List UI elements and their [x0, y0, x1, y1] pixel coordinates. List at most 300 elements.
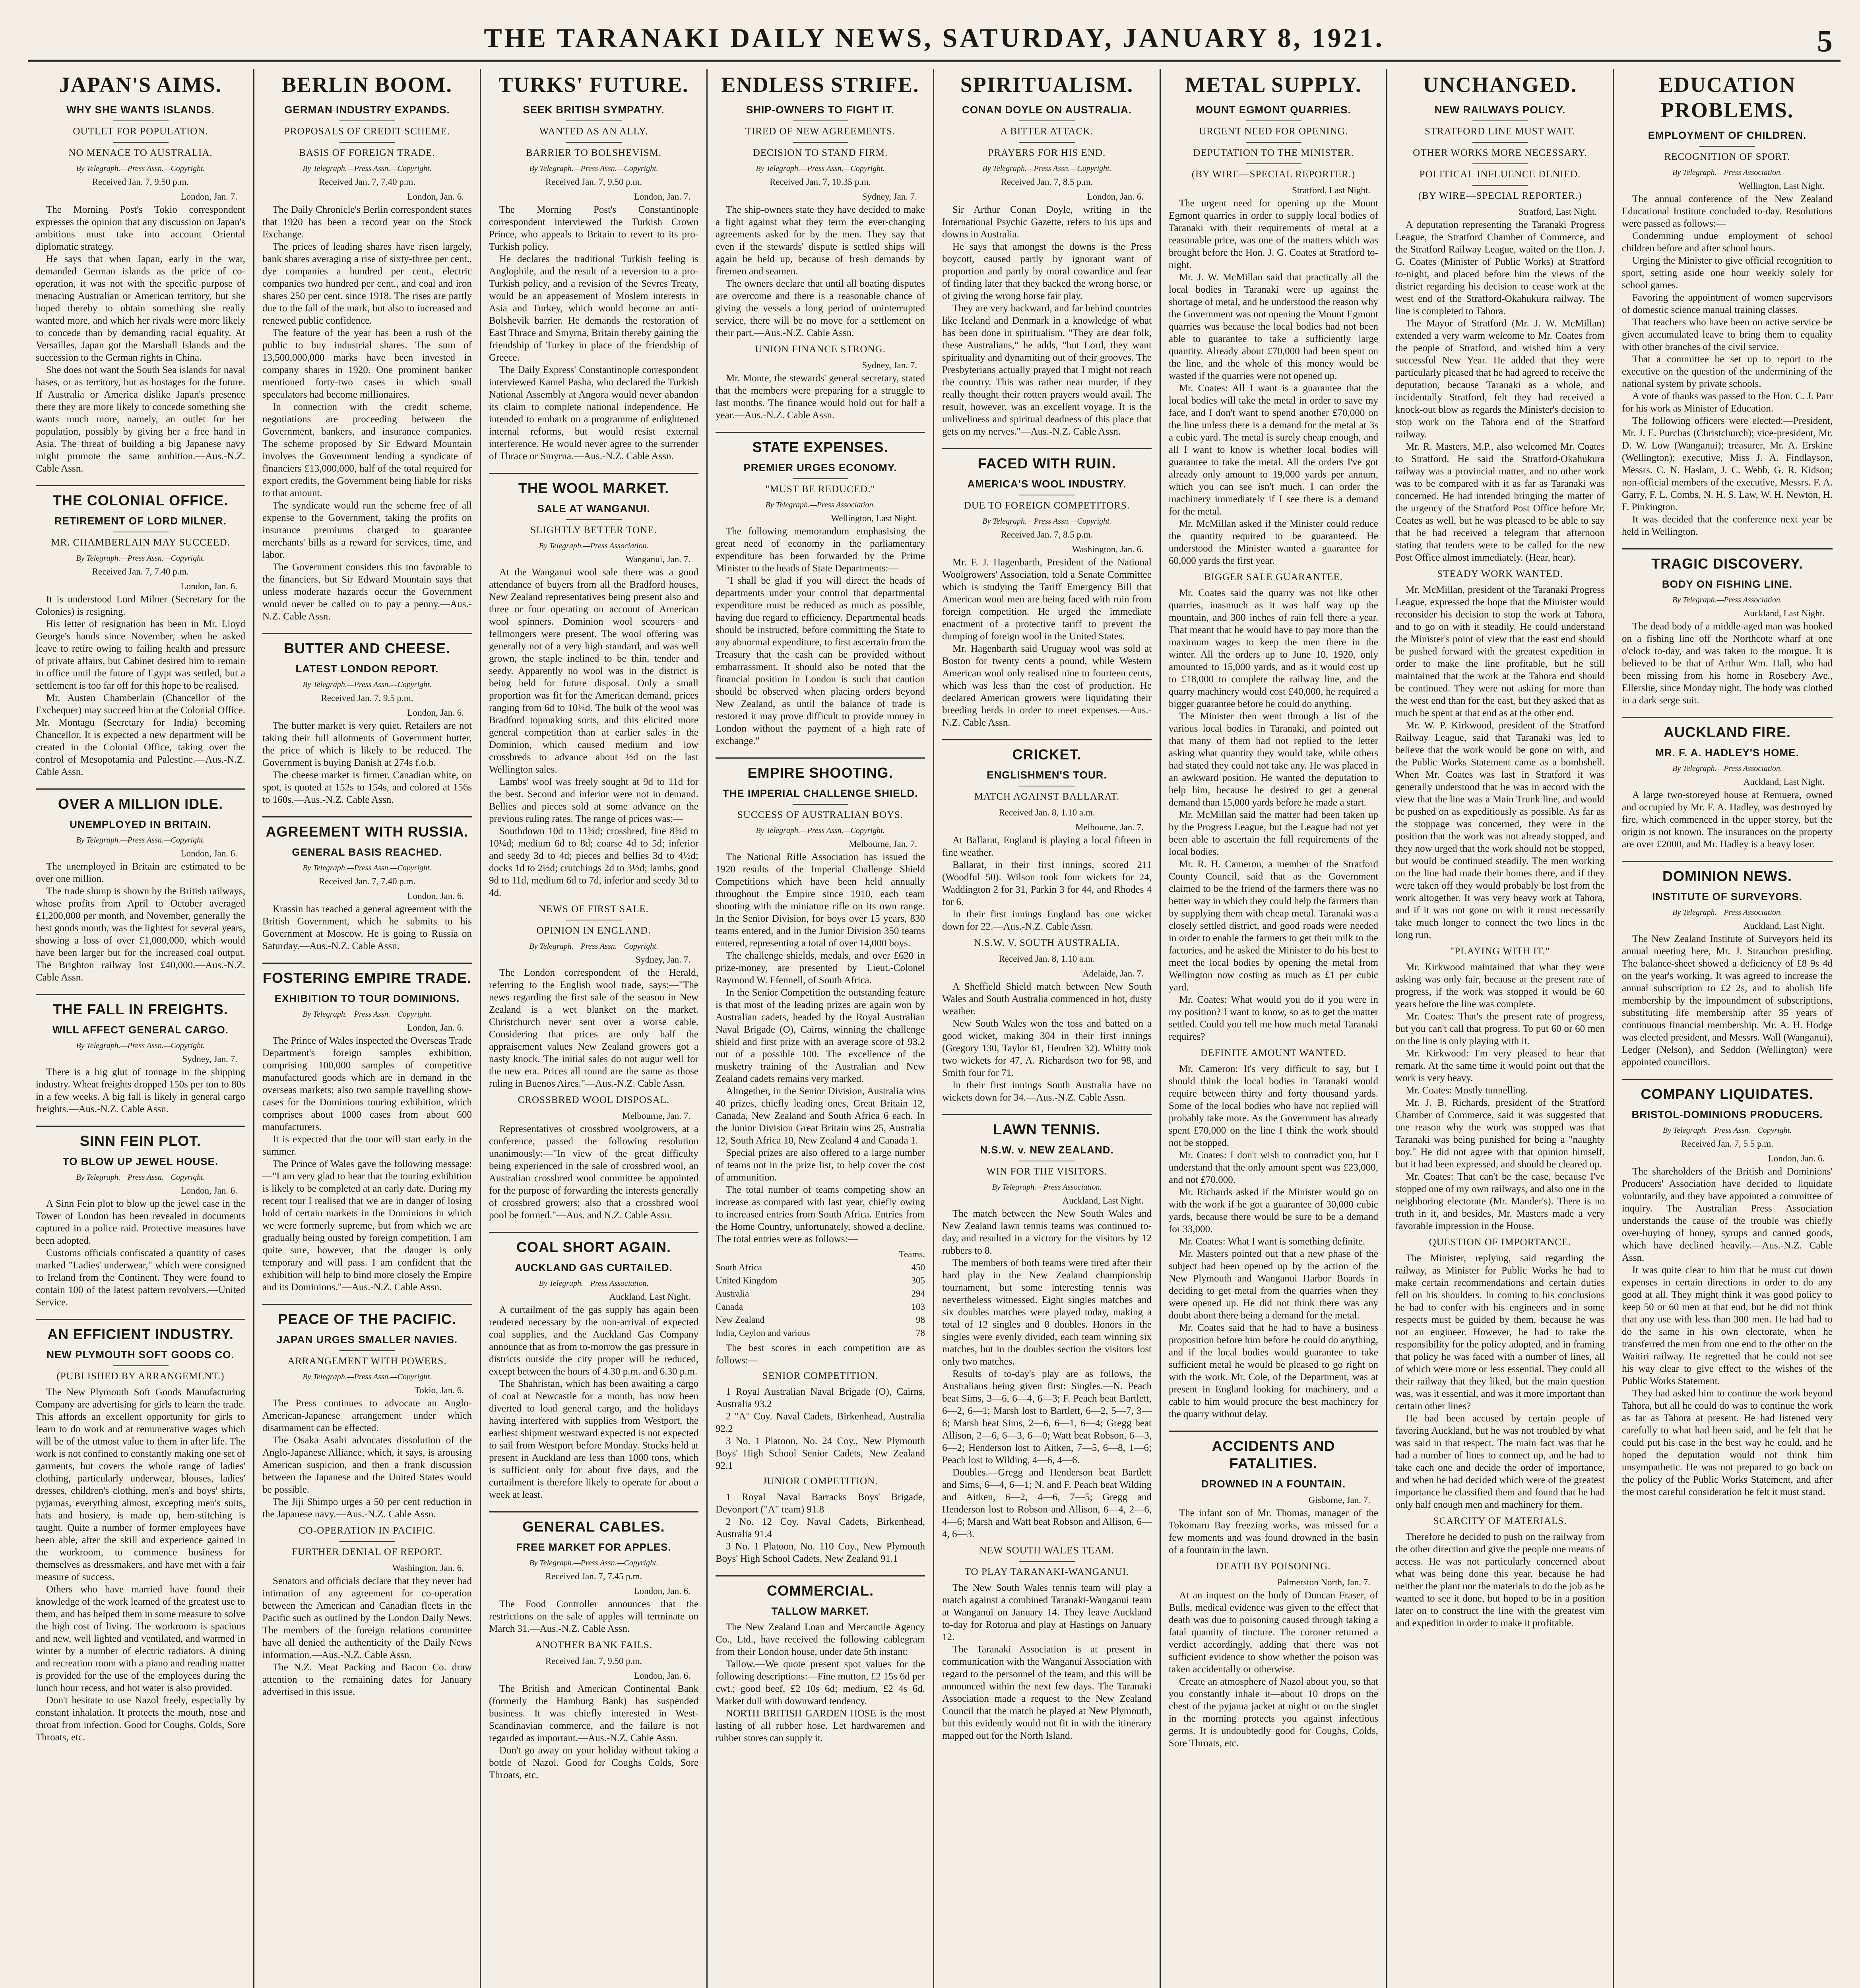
article-paragraph: The Government considers this too favorable to the financiers, but Sir Edward Mountain says that unless moderate hazards occur the Government would never be called on to pay a penny.—Aus.-N.Z. Cable Assn.	[262, 562, 472, 622]
article	[1169, 1431, 1378, 1556]
article-headline: COMPANY LIQUIDATES.	[1622, 1079, 1833, 1103]
article-dateline: Auckland, Last Night.	[609, 1292, 690, 1302]
article	[942, 1544, 1152, 1742]
article-paragraph: It was quite clear to him that he must cut down expenses in certain directions in order to do any good at all. They might think it was good policy to keep 50 or 60 men at that end, but he did not think that any use with less than 300 men. He had had to do the same in his own electorate, when he transferred the men from one end to the other on the Waitiri railway. He regretted that he could not see his way clear to give effect to the wishes of the Public Works Statement.	[1622, 1265, 1833, 1386]
article-dateline: London, Jan. 6.	[634, 1671, 690, 1681]
article-paragraph: Lambs' wool was freely sought at 9d to 11d for the best. Second and inferior were not in demand. Bellies and pieces sold at some advance on the previous ruling rates. The range of prices was:—	[489, 777, 698, 824]
article-paragraph: Mr. R. H. Cameron, a member of the Stratford County Council, said that as the Government claimed to be the friend of the farmers there was no better way in which they could help the farmers than by supplying them with cheap metal. Taranaki was a closely settled district, and good roads were needed in order to enable the farmers to get their milk to the factories, and he asked the Minister to do his best to meet the local bodies by opening the metal from Wellington now costing as much as £1 per cubic yard.	[1169, 859, 1378, 993]
score-line: The best scores in each competition are as follows:—	[716, 1343, 925, 1366]
article-subheading: POLITICAL INFLUENCE DENIED.	[1419, 169, 1581, 180]
article-byline: By Telegraph.—Press Association.	[1672, 764, 1782, 773]
article-paragraph: The New Zealand Institute of Surveyors held its annual meeting here, Mr. J. Strauchon presiding. The balance-sheet showed a deficiency of £8 9s 4d on the year's working. It was agreed to increase the annual subscription to £2 2s, and to abolish life membership by the impoundment of subscriptions, substituting life membership after 35 years of continuous financial membership. Mr. A. H. Hodge was elected president, and Messrs. Wall (Wanganui), Ledger (Nelson), and Seddon (Wellington) were appointed councillors.	[1622, 934, 1833, 1068]
article-dateline: London, Jan. 6.	[180, 848, 237, 858]
article-paragraph: Krassin has reached a general agreement with the British Government, which he submits to his Government at Moscow. He is going to Russia on Saturday.—Aus.-N.Z. Cable Assn.	[262, 904, 472, 951]
article	[1395, 1515, 1605, 1629]
article-subheading: ANOTHER BANK FAILS.	[535, 1640, 653, 1650]
article-paragraph: Tallow.—We quote present spot values for the following descriptions:—Fine mutton, £2 15s 6d per cwt.; good beef, £2 10s 6d; medium, £2 4s 6d. Market dull with downward tendency.	[716, 1659, 925, 1706]
article-subheading: (PUBLISHED BY ARRANGEMENT.)	[56, 1371, 225, 1382]
article-paragraph: Urging the Minister to give official recognition to sport, setting aside one hour weekly solely for school games.	[1622, 255, 1833, 291]
article	[716, 72, 925, 339]
article-paragraph: The N.Z. Meat Packing and Bacon Co. draw attention to the remaining dates for January advertised in this issue.	[262, 1662, 472, 1697]
article-received-time: Received Jan. 7, 9.50 p.m.	[545, 177, 642, 187]
article-paragraph: The Prince of Wales gave the following message:—"I am very glad to hear that the touring exhibition is likely to be completed at an early date. During my recent tour I realised that we are in danger of losing hold of certain markets in the Dominions in which we were formerly supreme, but from which we are gradually being ousted by foreign competition. I am quite sure, however, that the danger is only temporary and will pass. I am confident that the exhibition will help to bind more closely the Empire and its Dominions."—Aus.-N.Z. Cable Assn.	[262, 1159, 472, 1293]
article	[1395, 568, 1605, 941]
article-subheading: RETIREMENT OF LORD MILNER.	[54, 515, 227, 527]
article	[262, 816, 472, 952]
article-headline: METAL SUPPLY.	[1185, 73, 1362, 97]
article-subheading: SCARCITY OF MATERIALS.	[1433, 1516, 1567, 1526]
article-headline: COAL SHORT AGAIN.	[489, 1232, 698, 1256]
article-paragraph: The following memorandum emphasising the great need of economy in the parliamentary expenditure has been forwarded by the Prime Minister to the heads of State Departments:—	[716, 526, 925, 574]
article-headline: THE COLONIAL OFFICE.	[36, 485, 245, 509]
article-dateline: Sydney, Jan. 7.	[862, 360, 917, 370]
article	[1622, 1079, 1833, 1498]
article-dateline: Wanganui, Jan. 7.	[625, 554, 690, 564]
divider	[566, 519, 622, 520]
article-dateline: Sydney, Jan. 7.	[862, 192, 917, 202]
article	[1169, 72, 1378, 567]
article-dateline: London, Jan. 6.	[1768, 1153, 1825, 1163]
article-byline: By Telegraph.—Press Assn.—Copyright.	[756, 826, 885, 835]
article-headline: FACED WITH RUIN.	[942, 448, 1152, 472]
article-paragraph: The Prince of Wales inspected the Overseas Trade Department's foreign samples exhibition, comprising 100,000 samples of competitive manufactured goods which are in demand in the overseas markets; also two sample travelling show-cases for the Dominions touring exhibition, which comprises about 1000 cases from about 600 manufacturers.	[262, 1035, 472, 1132]
article-paragraph: The Daily Chronicle's Berlin correspondent states that 1920 has been a record year on the Stock Exchange.	[262, 204, 472, 240]
table-row	[716, 1300, 925, 1313]
article-paragraph: In their first innings England has one wicket down for 22.—Aus.-N.Z. Cable Assn.	[942, 909, 1152, 932]
article-dateline: Palmerston North, Jan. 7.	[1277, 1577, 1370, 1587]
divider	[1246, 142, 1301, 143]
article-subheading: PRAYERS FOR HIS END.	[988, 148, 1106, 158]
newspaper-page	[28, 16, 1841, 1988]
article-paragraph: The butter market is very quiet. Retailers are not taking their full allotments of Government butter, the price of which is likely to be reduced. The Government is buying Danish at 274s f.o.b.	[262, 720, 472, 768]
article-subheading: SUCCESS OF AUSTRALIAN BOYS.	[737, 810, 904, 820]
article	[716, 432, 925, 747]
article-paragraph: The following officers were elected:—President, Mr. J. E. Purchas (Christchurch); vice-president, Mr. D. W. Low (Wanganui); treasurer, Mr. A. Erskine (Wellington); executive, Miss J. A. Findlayson, Messrs. C. N. Haslam, J. C. Webb, G. R. Kidson; non-official members of the executive, Messrs. F. A. Garry, F. L. Combs, N. H. S. Law, W. H. Newton, H. F. Pinkington.	[1622, 415, 1833, 513]
article-paragraph: Therefore he decided to push on the railway from the other direction and give the people one means of access. He was not particularly concerned about what was being done this year, because he had neither the plant nor the materials to do the job as he wanted to see it done, but hoped to be in a position later on to construct the line with the greatest vim and expedition in order to make it profitable.	[1395, 1532, 1605, 1629]
article-dateline: Stratford, Last Night.	[1292, 185, 1370, 195]
article	[1622, 548, 1833, 707]
article-paragraph: The Daily Express' Constantinople correspondent interviewed Kamel Pasha, who declared the Turkish National Assembly at Angora would never abandon its claim to complete national independence. He intended to embark on a programme of enlightened internal reforms, but would resist external interference. He would never agree to the surrender of Thrace or Smyrna.—Aus.-N.Z. Cable Assn.	[489, 365, 698, 462]
divider	[566, 142, 622, 143]
article-paragraph: A vote of thanks was passed to the Hon. C. J. Parr for his work as Minister of Education.	[1622, 391, 1833, 414]
country-cell: South Africa	[716, 1262, 762, 1272]
table-header: Teams.	[899, 1249, 925, 1259]
article-paragraph: In their first innings South Australia have no wickets down for 34.—Aus.-N.Z. Cable Assn.	[942, 1080, 1152, 1103]
article-paragraph: Mr. Kirkwood: I'm very pleased to hear that remark. At the same time it would point out that the work is very heavy.	[1395, 1048, 1605, 1083]
article-paragraph: The shareholders of the British and Dominions' Producers' Association have decided to liquidate voluntarily, and they have appointed a committee of inquiry. The Australian Press Association understands the cause of the trouble was chiefly over-buying of honey, syrups and canned goods, which have declined heavily.—Aus.-N.Z. Cable Assn.	[1622, 1166, 1833, 1263]
article-subheading: NEW RAILWAYS POLICY.	[1434, 104, 1566, 116]
article-received-time: Received Jan. 7, 7.40 p.m.	[318, 177, 416, 187]
article-paragraph: A large two-storeyed house at Remuera, owned and occupied by Mr. F. A. Hadley, was destroyed by fire, which commenced in the upper storey, but the origin is not known. The insurances on the property are over £2000, and Mr. Hadley is a heavy loser.	[1622, 790, 1833, 850]
article-paragraph: The Osaka Asahi advocates dissolution of the Anglo-Japanese Alliance, which, it says, is arousing American suspicion, and then a frank discussion between the Japanese and the United States would be possible.	[262, 1435, 472, 1495]
article-headline: AUCKLAND FIRE.	[1622, 717, 1833, 741]
article-headline: FOSTERING EMPIRE TRADE.	[262, 963, 472, 987]
article-paragraph: The Minister then went through a list of the various local bodies in Taranaki, and pointed out that many of them had not replied to the letter asking what quantity they would take, while others had stated they could not take any. He was placed in an awkward position. He wanted the deputation to help him, because he desired to get a general demand than 15,000 yards before he made a start.	[1169, 711, 1378, 808]
article-subheading: LATEST LONDON REPORT.	[295, 663, 439, 675]
newspaper-column	[934, 69, 1161, 1988]
article-paragraph: Mr. McMillan said the matter had been taken up by the Progress League, but the League had not yet been able to ascertain the full requirements of the local bodies.	[1169, 810, 1378, 857]
article-paragraph: Sir Arthur Conan Doyle, writing in the International Psychic Gazette, refers to his ups and downs in Australia.	[942, 204, 1152, 240]
article	[942, 72, 1152, 438]
score-line: 3 No. 1 Platoon, No. 110 Coy., New Plymouth Boys' High School Cadets, New Zealand 91.1	[716, 1541, 925, 1564]
column-grid	[28, 69, 1841, 1988]
article-subheading: CO-OPERATION IN PACIFIC.	[299, 1525, 436, 1536]
article-paragraph: The Morning Post's Tokio correspondent expresses the opinion that any discussion on Japan's ambitions must take into account Oriental diplomatic strategy.	[36, 204, 245, 252]
article-subheading: UNION FINANCE STRONG.	[755, 344, 886, 355]
article-paragraph: Mr. W. P. Kirkwood, president of the Stratford Railway League, said that Taranaki was led to believe that the work would be gone on with, and the Public Works Statement came as a bombshell. When Mr. Coates was last in Stratford it was generally understood that he was in accord with the view that the line was a Main Trunk line, and would be pushed on as expeditiously as possible. As far as the stoppage was concerned, they were in the position that the work was not already stopped, and they now urged that the work should not be stopped, but would be continued steadily. The men working on the line had made their homes there, and if they were taken off they would probably be lost from the work altogether. It was very heavy work at Tahora, and if it was not gone on with it must necessarily take much longer to connect the two lines in the long run.	[1395, 720, 1605, 940]
article-dateline: London, Jan. 6.	[180, 581, 237, 591]
article-subheading: NEW PLYMOUTH SOFT GOODS CO.	[47, 1349, 235, 1361]
article	[489, 1511, 698, 1635]
article-paragraph: A curtailment of the gas supply has again been rendered necessary by the non-arrival of expected coal supplies, and the Auckland Gas Company announce that as from to-morrow the gas pressure in districts outside the city proper will be reduced, except between the hours of 4.30 p.m. and 6.30 p.m.	[489, 1305, 698, 1377]
article-dateline: London, Jan. 7.	[180, 192, 237, 202]
article-paragraph: The Taranaki Association is at present in communication with the Wanganui Association with regard to the personnel of the team, and this will be announced within the next few days. The Taranaki Association made a request to the New Zealand Council that the match be played at New Plymouth, but this evidently would not fit in with the itinerary mapped out for the North Island.	[942, 1644, 1152, 1741]
article-subheading: OPINION IN ENGLAND.	[536, 925, 651, 936]
newspaper-column	[708, 69, 934, 1988]
article-subheading: "MUST BE REDUCED."	[765, 484, 875, 495]
article-paragraph: Results of to-day's play are as follows, the Australians being given first: Singles.—N. Peach beat Sims, 3—6, 6—4, 6—3; F. Peach beat Bartlett, 6—2, 6—1; Marsh lost to Bartlett, 6—2, 5—7, 3—6; Marsh beat Sims, 2—6, 6—1, 6—4; Gregg beat Allison, 2—6, 6—3, 6—0; Watt beat Robson, 6—3, 6—2; Henderson lost to Aitken, 7—5, 6—8, 1—6; Peach lost to Wilding, 4—6, 4—6.	[942, 1369, 1152, 1466]
article-subheading: EXHIBITION TO TOUR DOMINIONS.	[274, 992, 460, 1004]
article-dateline: Wellington, Last Night.	[831, 513, 917, 523]
article-paragraph: Mr. Coates: All I want is a guarantee that the local bodies will take the metal in order to save my face, and I don't want to spend another £70,000 on the line unless there is a demand for the metal at 3s a cubic yard. The metal is surely cheap enough, and all I want to know is whether local bodies will guarantee to take the metal. All the orders I've got already only amount to 19,000 yards per annum, which you can see isn't much. I can order the machinery immediately if I see there is a demand for the metal.	[1169, 383, 1378, 517]
article-dateline: Melbourne, Jan. 7.	[849, 839, 917, 849]
article	[1395, 1236, 1605, 1511]
article-dateline: London, Jan. 7.	[634, 192, 690, 202]
article-paragraph: Don't hesitate to use Nazol freely, especially by constant inhalation. It protects the mouth, nose and throat from infection. Good for Coughs, Colds, Sore Throats, etc.	[36, 1695, 245, 1743]
article-received-time: Received Jan. 7, 8.5 p.m.	[1001, 530, 1093, 540]
article-byline: By Telegraph.—Press Association.	[539, 542, 649, 550]
score-line: 2 No. 12 Coy. Naval Cadets, Birkenhead, Australia 91.4	[716, 1516, 925, 1540]
article-paragraph: The Mayor of Stratford (Mr. J. W. McMillan) extended a very warm welcome to Mr. Coates from the people of Stratford, and wished him a very successful New Year. He added that they were particularly pleased that he had agreed to receive the deputation, because Taranaki as a whole, and incidentally Stratford, felt they had received a knock-out blow as regards the Minister's decision to stop work on the Tahora end of the Stratford railway.	[1395, 318, 1605, 440]
article-paragraph: The Minister, replying, said regarding the railway, as Minister for Public Works he had to make certain recommendations and certain duties fell on his shoulders. In coming to his conclusions he had to confer with his engineers and in some respects must be guided by them, because he was not an engineer. However, he had to take the responsibility for the policy adopted, and in framing that policy he was faced with a number of lines, all of which were more or less essential. They could all their railway that they liked, but the main question was, was it essential, and was it more important than certain other lines?	[1395, 1253, 1605, 1411]
article-subheading: THE IMPERIAL CHALLENGE SHIELD.	[722, 787, 918, 799]
article-headline: BUTTER AND CHEESE.	[262, 633, 472, 657]
article-paragraph: The New Plymouth Soft Goods Manufacturing Company are advertising for girls to learn the trade. This affords an excellent opportunity for girls to learn to do work and at remunerative wages which will be of the utmost value to them in after life. The work is not confined to constantly making one set of garments, but covers the whole range of ladies' clothing, particularly underwear, blouses, ladies' dresses, children's clothing, men's and boys' shirts, pyjamas, everything almost, excepting men's suits, hats and hosiery, is made up, hem-stitching is taught. Quite a number of former employees have been able, after the skill and experience gained in the workroom, to commence business for themselves as dressmakers, and have met with a fair measure of success.	[36, 1387, 245, 1582]
article-paragraph: Others who have married have found their knowledge of the work learned of the greatest use to them, and has helped them in some measure to solve the high cost of living. The workroom is spacious and new, well lighted and ventilated, and warmed in winter by a number of electric radiators. A dining and recreation room with a piano and reading matter is provided for the use of the employees during the lunch hour recess, and hot water is also provided.	[36, 1584, 245, 1693]
article-dateline: London, Jan. 6.	[1087, 192, 1144, 202]
article-received-time: Received Jan. 8, 1.10 a.m.	[999, 808, 1095, 817]
article-paragraph: The Morning Post's Constantinople correspondent interviewed the Turkish Crown Prince, who appeals to Britain to revert to its pro-Turkish policy.	[489, 204, 698, 252]
newspaper-column	[1161, 69, 1387, 1988]
article-byline: By Telegraph.—Press Assn.—Copyright.	[76, 836, 205, 845]
article-paragraph: Mr. Coates: I don't wish to contradict you, but I understand that the only amount spent was £23,000, and not £70,000.	[1169, 1150, 1378, 1185]
article-subheading: STEADY WORK WANTED.	[1437, 569, 1563, 579]
table-header-blank	[716, 1248, 880, 1261]
divider	[339, 120, 395, 121]
article-paragraph: Don't go away on your holiday without taking a bottle of Nazol. Good for Coughs Colds, Sore Throats, etc.	[489, 1745, 698, 1780]
divider	[1246, 163, 1301, 164]
divider	[1699, 146, 1755, 147]
divider	[113, 1365, 169, 1366]
article-subheading: JUNIOR COMPETITION.	[762, 1476, 878, 1487]
divider	[566, 120, 622, 121]
article-subheading: N.S.W. V. SOUTH AUSTRALIA.	[974, 938, 1120, 948]
article-paragraph: The prices of leading shares have risen largely, bank shares averaging a rise of sixty-three per cent., dye companies a hundred per cent., electric companies two hundred per cent., and coal and iron shares 250 per cent. since 1918. The rises are partly due to the fall of the mark, but also to increased and renewed public confidence.	[262, 241, 472, 326]
article-headline: CRICKET.	[942, 739, 1152, 763]
article-headline: ACCIDENTS AND FATALITIES.	[1169, 1431, 1378, 1472]
article-byline: By Telegraph.—Press Assn.—Copyright.	[303, 864, 432, 872]
article-headline: UNCHANGED.	[1423, 73, 1577, 97]
article-byline: By Telegraph.—Press Assn.—Copyright.	[303, 1010, 432, 1019]
article-subheading: NO MENACE TO AUSTRALIA.	[68, 148, 213, 158]
article-paragraph: Special prizes are also offered to a large number of teams not in the prize list, to help cover the cost of ammunition.	[716, 1147, 925, 1183]
article-paragraph: Mr. F. J. Hagenbarth, President of the National Woolgrowers' Association, told a Senate Committee which is studying the Tariff Emergency Bill that American wool men are being faced with ruin from foreign competition. He urged the immediate enactment of a protective tariff to prevent the dumping of foreign wool in the United States.	[942, 557, 1152, 642]
article-paragraph: The total number of teams competing show an increase as compared with last year, chiefly owing to increased entries from South Africa. Entries from the Home Country, unfortunately, showed a decline. The total entries were as follows:—	[716, 1184, 925, 1244]
article-byline: By Telegraph.—Press Assn.—Copyright.	[1662, 1126, 1792, 1135]
newspaper-column	[254, 69, 481, 1988]
article-byline: By Telegraph.—Press Assn.—Copyright.	[303, 1373, 432, 1381]
article-subheading: WIN FOR THE VISITORS.	[986, 1166, 1107, 1177]
article-subheading: MR. CHAMBERLAIN MAY SUCCEED.	[51, 537, 230, 548]
article	[36, 1126, 245, 1309]
article-paragraph: The Press continues to advocate an Anglo-American-Japanese arrangement under which disarmament can be effected.	[262, 1398, 472, 1433]
article	[1395, 72, 1605, 564]
article-subheading: OTHER WORKS MORE NECESSARY.	[1413, 148, 1587, 158]
article-subheading: DECISION TO STAND FIRM.	[753, 148, 888, 158]
article-paragraph: The urgent need for opening up the Mount Egmont quarries in order to supply local bodies of Taranaki with their requirements of metal at a reasonable price, was one of the matters which was brought before the Hon. J. G. Coates at Stratford to-night.	[1169, 198, 1378, 270]
article-byline: By Telegraph.—Press Assn.—Copyright.	[982, 517, 1111, 526]
article-byline: By Telegraph.—Press Association.	[1672, 168, 1782, 177]
article-paragraph: Mr. J. B. Richards, president of the Stratford Chamber of Commerce, said it was suggested that one reason why the work was stopped was that Taranaki was being punished for being a "naughty boy." He did not agree with that opinion himself, but it had been expressed, and should be cleared up.	[1395, 1097, 1605, 1170]
article-subheading: WILL AFFECT GENERAL CARGO.	[52, 1024, 229, 1036]
article-paragraph: It was decided that the conference next year be held in Wellington.	[1622, 514, 1833, 537]
article-paragraph: The annual conference of the New Zealand Educational Institute concluded to-day. Resolutions were passed as follows:—	[1622, 194, 1833, 229]
article-subheading: INSTITUTE OF SURVEYORS.	[1652, 891, 1802, 903]
article-paragraph: It is expected that the tour will start early in the summer.	[262, 1134, 472, 1157]
article-headline: TURKS' FUTURE.	[498, 73, 689, 97]
article-subheading: SENIOR COMPETITION.	[762, 1371, 879, 1381]
article-subheading: N.S.W. v. NEW ZEALAND.	[980, 1144, 1114, 1156]
score-line: 2 "A" Coy. Naval Cadets, Birkenhead, Australia 92.2	[716, 1411, 925, 1434]
article-subheading: ENGLISHMEN'S TOUR.	[987, 769, 1107, 781]
article-received-time: Received Jan. 7, 10.35 p.m.	[770, 177, 871, 187]
divider	[1472, 142, 1528, 143]
divider	[339, 142, 395, 143]
table-row	[716, 1274, 925, 1287]
article-subheading: TIRED OF NEW AGREEMENTS.	[745, 126, 896, 137]
article-headline: AGREEMENT WITH RUSSIA.	[262, 816, 472, 841]
article	[262, 1524, 472, 1698]
teams-cell: 98	[916, 1315, 925, 1325]
article-paragraph: At Ballarat, England is playing a local fifteen in fine weather.	[942, 835, 1152, 858]
article-paragraph: That a committee be set up to report to the executive on the question of the undermining of the national system by private schools.	[1622, 354, 1833, 389]
article-dateline: Washington, Jan. 6.	[392, 1563, 464, 1573]
article-dateline: London, Jan. 6.	[407, 891, 464, 901]
divider	[1019, 142, 1075, 143]
article-paragraph: Mr. Austen Chamberlain (Chancellor of the Exchequer) may succeed him at the Colonial Office. Mr. Montagu (Secretary for India) becoming Chancellor. It is expected a new department will be created in the Colonial Office, taking over the control of Mesopotamia and Palestine.—Aus.-N.Z. Cable Assn.	[36, 693, 245, 777]
article-headline: TRAGIC DISCOVERY.	[1622, 548, 1833, 573]
article-subheading: ARRANGEMENT WITH POWERS.	[287, 1356, 447, 1367]
article-paragraph: His letter of resignation has been in Mr. Lloyd George's hands since November, when he asked leave to retire owing to failing health and pressure of private affairs, but Cabinet desired him to remain in office until the future of Egypt was settled, but a settlement is too far off for this hope to be realised.	[36, 619, 245, 691]
article-paragraph: New South Wales won the toss and batted on a good wicket, making 304 in their first innings (Gregory 130, Taylor 61, Hendren 32). Whitty took two wickets for 47, A. Richardson two for 98, and Smith four for 71.	[942, 1018, 1152, 1078]
article	[489, 1232, 698, 1501]
article-paragraph: The match between the New South Wales and New Zealand lawn tennis teams was continued to-day, and resulted in a victory for the visitors by 12 rubbers to 8.	[942, 1208, 1152, 1256]
article	[262, 633, 472, 806]
article-dateline: London, Jan. 6.	[407, 192, 464, 202]
divider	[793, 804, 848, 805]
article-headline: JAPAN'S AIMS.	[59, 73, 222, 97]
teams-cell: 78	[916, 1328, 925, 1338]
article-paragraph: Mr. McMillan asked if the Minister could reduce the quantity required to be guaranteed. He understood the Minister wanted a guarantee for 60,000 yards the first year.	[1169, 518, 1378, 566]
article-paragraph: The feature of the year has been a rush of the public to buy industrial shares. The sum of 13,500,000,000 marks have been invested in company shares in 1920. One prominent banker mentioned forty-two cases in which small speculators had become millionaires.	[262, 328, 472, 400]
article-subheading: BIGGER SALE GUARANTEE.	[1204, 572, 1343, 582]
article-paragraph: In connection with the credit scheme, negotiations are proceeding between the Government, bankers, and insurance companies. The scheme proposed by Sir Edward Mountain involves the Government lending a syndicate of financiers £13,000,000, half of the total required for export credits, the Government being liable for risks to that amount.	[262, 402, 472, 499]
article	[716, 1575, 925, 1744]
article-paragraph: A Sheffield Shield match between New South Wales and South Australia commenced in hot, dusty weather.	[942, 981, 1152, 1017]
article-paragraph: Customs officials confiscated a quantity of cases marked "Ladies' underwear," which were consigned to Ireland from the Continent. They were found to contain 100 of the latest pattern revolvers.—United Service.	[36, 1248, 245, 1308]
article-subheading: JAPAN URGES SMALLER NAVIES.	[276, 1334, 458, 1345]
article-headline: DOMINION NEWS.	[1622, 861, 1833, 885]
article	[262, 963, 472, 1293]
article-byline: By Telegraph.—Press Association.	[765, 501, 875, 509]
article-byline: By Telegraph.—Press Assn.—Copyright.	[76, 1173, 205, 1182]
article-paragraph: The syndicate would run the scheme free of all expense to the Government, taking the profits on insurance premiums charged to guarantee merchants' bills as a reward for services, time, and labor.	[262, 500, 472, 560]
article-headline: ENDLESS STRIFE.	[721, 73, 919, 97]
article-dateline: London, Jan. 6.	[407, 1023, 464, 1033]
divider	[1246, 120, 1301, 121]
article-received-time: Received Jan. 7, 9.50 p.m.	[545, 1656, 642, 1666]
article-dateline: Sydney, Jan. 7.	[182, 1054, 237, 1064]
divider	[339, 1541, 395, 1542]
article-headline: EDUCATION PROBLEMS.	[1658, 73, 1796, 122]
article	[489, 903, 698, 1090]
article-byline: By Telegraph.—Press Association.	[992, 1183, 1102, 1192]
article-headline: THE WOOL MARKET.	[489, 473, 698, 497]
divider	[793, 478, 848, 479]
article-subheading: NEWS OF FIRST SALE.	[539, 904, 649, 914]
article-subheading: FURTHER DENIAL OF REPORT.	[292, 1547, 442, 1557]
article-subheading: PROPOSALS OF CREDIT SCHEME.	[284, 126, 450, 137]
article	[489, 1639, 698, 1781]
article	[262, 72, 472, 623]
article-byline: By Telegraph.—Press Assn.—Copyright.	[756, 164, 885, 173]
country-cell: Australia	[716, 1289, 749, 1299]
article-paragraph: Mr. Hagenbarth said Uruguay wool was sold at Boston for twenty cents a pound, while Western American wool only realised nine to fourteen cents, which was less than the cost of production. He declared American growers were liquidating their breeding herds in order to meet expenses.—Aus.-N.Z. Cable Assn.	[942, 643, 1152, 728]
article-paragraph: The dead body of a middle-aged man was hooked on a fishing line off the Northcote wharf at one o'clock to-day, and was taken to the morgue. It is believed to be that of Arthur Wm. Hall, who had been missing from his home in Rosebery Ave., Ellerslie, since Monday night. The body was clothed in a dark serge suit.	[1622, 621, 1833, 706]
article	[1169, 1560, 1378, 1749]
table-row	[716, 1326, 925, 1340]
article-subheading: EMPLOYMENT OF CHILDREN.	[1648, 129, 1807, 141]
teams-cell: 103	[911, 1302, 925, 1312]
article-subheading: "PLAYING WITH IT."	[1450, 946, 1550, 957]
article-paragraph: The infant son of Mr. Thomas, manager of the Tokomaru Bay freezing works, was missed for a few moments and was found drowned in the basin of a fountain in the lawn.	[1169, 1508, 1378, 1555]
article-paragraph: He says that amongst the downs is the Press boycott, caused partly by ignorant want of proportion and partly by moral cowardice and fear of finding later that they backed the wrong horse, or of giving the wrong horse fair play.	[942, 241, 1152, 301]
article-headline: COMMERCIAL.	[716, 1575, 925, 1600]
article-dateline: Stratford, Last Night.	[1519, 207, 1597, 217]
page-number: 5	[1817, 23, 1833, 58]
article-headline: BERLIN BOOM.	[281, 73, 453, 97]
article-paragraph: Mr. Monte, the stewards' general secretary, stated that the members were preparing for a struggle to last months. The finance would hold out for half a year.—Aus.-N.Z. Cable Assn.	[716, 373, 925, 421]
article-paragraph: He declares the traditional Turkish feeling is Anglophile, and the result of a reversion to a pro-Turkish policy, and a revision of the Sevres Treaty, would be an appeasement of Moslem interests in Asia and Turkey, which would become an anti-Bolshevik barrier. He demands the restoration of East Thrace and Smyrna, Britain thereby gaining the friendship of Turkey in place of the friendship of Greece.	[489, 254, 698, 363]
article-subheading: SHIP-OWNERS TO FIGHT IT.	[746, 104, 895, 116]
article-byline: By Telegraph.—Press Association.	[1672, 596, 1782, 604]
article-headline: OVER A MILLION IDLE.	[36, 788, 245, 813]
article-paragraph: The London correspondent of the Herald, referring to the English wool trade, says:—"The news regarding the first sale of the season in New Zealand is a wet blanket on the market. Christchurch never sent over a worse cable. Considering that prices are only half the appraisement values New Zealand growers got a nasty knock. The initial sales do not augur well for the new era. Prices all round are the same as those ruling in Buenos Aires."—Aus.-N.Z. Cable Assn.	[489, 967, 698, 1089]
article-subheading: PREMIER URGES ECONOMY.	[743, 462, 897, 474]
article-paragraph: Mr. Coates said that he had to have a business proposition before him before he could do anything, and if the local bodies would guarantee to take sufficient metal he would be pleased to go right on with the work. Mr. Cole, of the Department, was at present in England looking for machinery, and a cable to him would procure the best machinery for the quarry without delay.	[1169, 1322, 1378, 1419]
article-paragraph: Mr. Coates: That can't be the case, because I've stopped one of my own railways, and also one in the neighboring electorate (Mr. Mander's). There is no truth in it, and besides, Mr. Masters made a very favorable impression in the House.	[1395, 1171, 1605, 1231]
article-dateline: Wellington, Last Night.	[1738, 181, 1825, 191]
article-subheading: QUESTION OF IMPORTANCE.	[1429, 1237, 1571, 1248]
article-paragraph: Condemning undue employment of school children before and after school hours.	[1622, 231, 1833, 254]
article	[1395, 945, 1605, 1232]
article-received-time: Received Jan. 8, 1.10 a.m.	[999, 954, 1095, 964]
article-byline: By Telegraph.—Press Assn.—Copyright.	[303, 680, 432, 689]
article-subheading: BARRIER TO BOLSHEVISM.	[526, 148, 662, 158]
article-subheading: MR. F. A. HADLEY'S HOME.	[1655, 747, 1799, 759]
article-paragraph: Representatives of crossbred woolgrowers, at a conference, passed the following resolution unanimously:—"In view of the great difficulty being experienced in the sale of crossbred wool, an Australian crossbred wool committee be appointed for the purpose of forwarding the interests generally of crossbred growers; also that a crossbred wool pool be formed."—Aus. and N.Z. Cable Assn.	[489, 1124, 698, 1221]
article-paragraph: Ballarat, in their first innings, scored 211 (Woodful 50). Wilson took four wickets for 24, Waddington 2 for 31, Parkin 3 for 44, and Rhodes 4 for 6.	[942, 860, 1152, 907]
article-received-time: Received Jan. 7, 9.5 p.m.	[321, 693, 413, 703]
article-paragraph: The Food Controller announces that the restrictions on the sale of apples will terminate on March 31.—Aus.-N.Z. Cable Assn.	[489, 1599, 698, 1634]
divider	[1472, 120, 1528, 121]
article-received-time: Received Jan. 7, 9.50 p.m.	[92, 177, 189, 187]
article-dateline: London, Jan. 6.	[180, 1186, 237, 1196]
article-subheading: AUCKLAND GAS CURTAILED.	[515, 1262, 673, 1274]
article-paragraph: Mr. Coates: What would you do if you were in my position? I want to know, so as to get the matter settled. Could you tell me how much metal Taranaki requires?	[1169, 994, 1378, 1042]
article-paragraph: The members of both teams were tired after their hard play in the New Zealand championship tournament, but some interesting tennis was nevertheless witnessed. Eight singles matches and six doubles matches were played today, making a total of 12 singles and 8 doubles. Honors in the singles were evenly divided, each team winning six matches, but in the doubles section the visitors lost only two matches.	[942, 1258, 1152, 1367]
article-paragraph: A deputation representing the Taranaki Progress League, the Stratford Chamber of Commerce, and the Stratford Railway League, waited on the Hon. J. G. Coates (Minister of Public Works) at Stratford to-night, and placed before him the views of the district regarding his decision to cease work at the west end of the Stratford-Okahukura railway. The line is completed to Tahora.	[1395, 219, 1605, 316]
article-subheading: DEFINITE AMOUNT WANTED.	[1200, 1048, 1347, 1058]
article-subheading: WANTED AS AN ALLY.	[539, 126, 648, 137]
article-subheading: DEPUTATION TO THE MINISTER.	[1193, 148, 1354, 158]
article-paragraph: Mr. McMillan, president of the Taranaki Progress League, expressed the hope that the Minister would reconsider his decision to stop the work at Tahora, and to go on with it steadily. He could understand the Minister's point of view that the east end should be pushed forward with the greatest expedition in order to make the line profitable, but he still maintained that the work at the Tahora end should be continued. They were not asking for more than the west end than for the east, but they asked that as much be spent at that end as at the other end.	[1395, 584, 1605, 718]
article-paragraph: Favoring the appointment of women supervisors of domestic science manual training classes.	[1622, 292, 1833, 315]
divider	[1019, 1561, 1075, 1562]
article-dateline: Melbourne, Jan. 7.	[622, 1111, 690, 1121]
article-subheading: WHY SHE WANTS ISLANDS.	[66, 104, 215, 116]
article-paragraph: He says that when Japan, early in the war, demanded German islands as the price of co-operation, it was not with the specific purpose of menacing Australian or American territory, but she hoped thereby to obtain something she really wanted more, and which her rivals were more likely to concede than by demanding racial equality. At Versailles, Japan got the Marshall Islands and the succession to the German rights in China.	[36, 254, 245, 363]
country-cell: New Zealand	[716, 1315, 765, 1325]
country-cell: Canada	[716, 1302, 743, 1312]
article-paragraph: Senators and officials declare that they never had intimation of any agreement for co-operation between the American and Canadian fleets in the Pacific such as outlined by the London Daily News. The members of the foreign relations committee have all denied the authenticity of the Daily News information.—Aus.-N.Z. Cable Assn.	[262, 1576, 472, 1660]
article-paragraph: Mr. R. Masters, M.P., also welcomed Mr. Coates to Stratford. He said the Stratford-Okahukura railway was a provincial matter, and no other work was to be compared with it as far as Taranaki was concerned. He had intended bringing the matter of the urgency of the Stratford Post Office before Mr. Coates as well, but he was pleased to be able to say that he had received a telegram that afternoon stating that tenders were to be called for the new Post Office almost immediately. (Hear, hear).	[1395, 441, 1605, 563]
article-byline: By Telegraph.—Press Association.	[1672, 908, 1782, 917]
article-subheading: TALLOW MARKET.	[771, 1605, 869, 1617]
article-byline: By Telegraph.—Press Assn.—Copyright.	[529, 164, 658, 173]
article-subheading: SLIGHTLY BETTER TONE.	[530, 525, 657, 536]
article-byline: By Telegraph.—Press Assn.—Copyright.	[303, 164, 432, 173]
article-paragraph: They are very backward, and far behind countries like Iceland and Denmark in a knowledge of what has been done in spiritualism. "They are dear folk, these Australians," he adds, "but Lord, they want spirituality and dynamiting out of their grooves. The Presbyterians actually prayed that I might not reach the country. This was rather near murder, if they really thought their rotten prayers would avail. The result, however, was an excellent voyage. It is the unliveliness and spiritual deadness of this place that gets on my nerves."—Aus.-N.Z. Cable Assn.	[942, 303, 1152, 437]
table-row	[716, 1287, 925, 1300]
article-received-time: Received Jan. 7, 7.40 p.m.	[92, 567, 189, 577]
article-paragraph: Mr. Coates: Mostly tunnelling.	[1406, 1085, 1528, 1096]
article-byline: By Telegraph.—Press Assn.—Copyright.	[982, 164, 1111, 173]
masthead	[28, 16, 1841, 62]
article	[1622, 861, 1833, 1068]
article-subheading: FREE MARKET FOR APPLES.	[516, 1541, 671, 1553]
article-subheading: NEW SOUTH WALES TEAM.	[979, 1545, 1115, 1556]
article-subheading: BRISTOL-DOMINIONS PRODUCERS.	[1631, 1109, 1823, 1120]
article-paragraph: NORTH BRITISH GARDEN HOSE is the most lasting of all rubber hose. Let hardwaremen and rubber stores can supply it.	[716, 1708, 925, 1743]
article-received-time: Received Jan. 7, 7.40 p.m.	[318, 876, 416, 886]
divider	[793, 120, 848, 121]
article-paragraph: At an inquest on the body of Duncan Fraser, of Bulls, medical evidence was given to the effect that death was due to poisoning caused through taking a fatal quantity of tincture. The coroner returned a verdict accordingly, adding that there was not sufficient evidence to show whether the poison was taken accidentally or otherwise.	[1169, 1590, 1378, 1675]
article-paragraph: Mr. Coates: What I want is something definite.	[1179, 1236, 1365, 1247]
article-paragraph: It is understood Lord Milner (Secretary for the Colonies) is resigning.	[36, 594, 245, 617]
table-row	[716, 1261, 925, 1274]
article	[36, 1319, 245, 1743]
article-headline: GENERAL CABLES.	[489, 1511, 698, 1536]
teams-cell: 450	[911, 1262, 925, 1272]
article-subheading: GENERAL BASIS REACHED.	[292, 846, 442, 858]
article-received-time: Received Jan. 7, 7.45 p.m.	[545, 1571, 642, 1581]
article-dateline: Auckland, Last Night.	[1743, 608, 1825, 618]
article-subheading: RECOGNITION OF SPORT.	[1664, 151, 1790, 162]
article	[489, 1094, 698, 1221]
divider	[113, 120, 169, 121]
article-headline: EMPIRE SHOOTING.	[716, 757, 925, 782]
